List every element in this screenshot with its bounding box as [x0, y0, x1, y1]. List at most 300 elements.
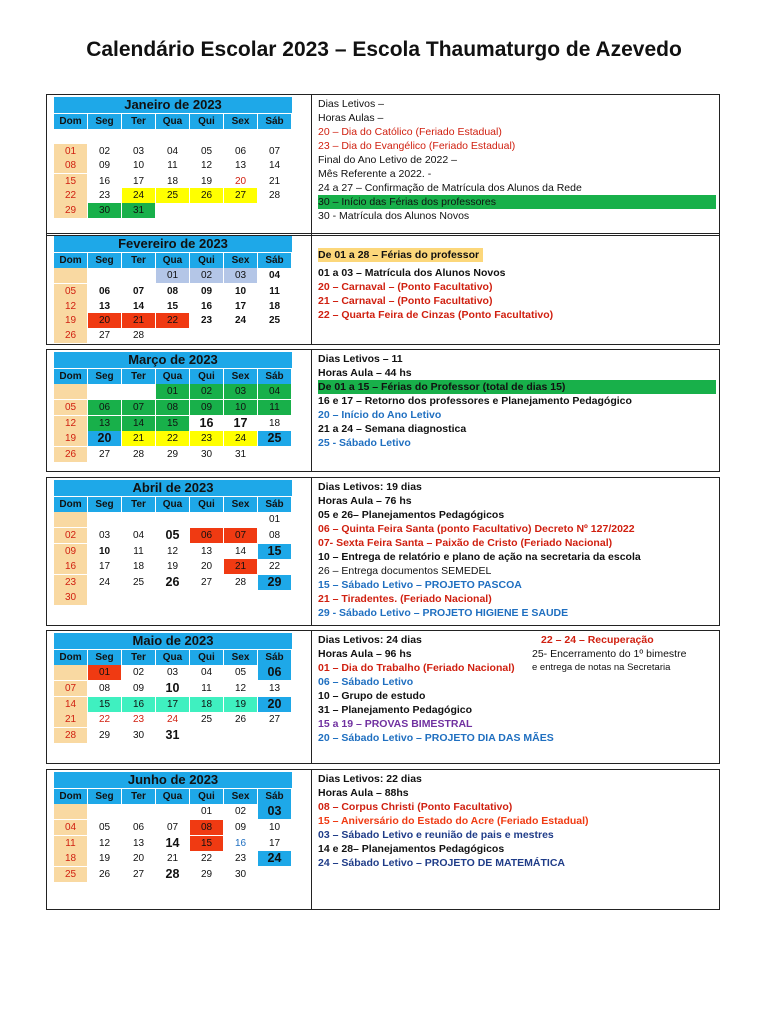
day-cell: 17: [234, 301, 247, 312]
day-cell: 20: [234, 176, 247, 187]
day-cell: [190, 590, 223, 605]
day-cell: 22: [156, 313, 189, 328]
day-cell: 25: [200, 714, 213, 725]
day-cell: 05: [165, 528, 180, 542]
weekday-header: Sex: [224, 497, 257, 512]
day-cell: 22: [200, 853, 213, 864]
day-cell: 28: [268, 190, 281, 201]
day-cell: 04: [166, 146, 179, 157]
day-cell: 15: [156, 416, 189, 431]
note-line: Dias Letivos – 11: [318, 353, 403, 365]
day-cell: [258, 328, 291, 343]
day-cell: [54, 384, 87, 399]
note-line: Dias Letivos: 19 dias: [318, 481, 422, 493]
day-cell: 18: [54, 851, 87, 866]
weekday-header: Ter: [122, 253, 155, 268]
day-cell: 04: [268, 270, 281, 281]
day-cell: 12: [98, 838, 111, 849]
month-title: Abril de 2023: [54, 480, 292, 496]
day-cell: 03: [224, 384, 257, 399]
day-cell: [88, 804, 121, 819]
day-cell: [224, 512, 257, 527]
day-cell: [88, 268, 121, 283]
day-cell: [54, 268, 87, 283]
day-cell: 19: [200, 176, 213, 187]
day-cell: 01: [200, 806, 213, 817]
day-cell: 14: [268, 160, 281, 171]
day-cell: 10: [165, 681, 180, 695]
day-cell: 24: [98, 577, 111, 588]
day-cell: [54, 665, 87, 680]
day-cell: [258, 728, 291, 743]
day-cell: [122, 384, 155, 399]
day-cell: 26: [165, 575, 180, 589]
day-cell: 13: [132, 838, 145, 849]
day-cell: 01: [268, 514, 281, 525]
note-line: 07- Sexta Feira Santa – Paixão de Cristo (Feriado Nacional): [318, 537, 613, 549]
note-line: 30 – Início das Férias dos professores: [318, 195, 716, 209]
weekday-header: Seg: [88, 369, 121, 384]
weekday-header: Seg: [88, 789, 121, 804]
weekday-header: Sáb: [258, 369, 291, 384]
note-line: 29 - Sábado Letivo – PROJETO HIGIENE E SAUDE: [318, 607, 569, 619]
day-cell: 25: [132, 577, 145, 588]
day-cell: 19: [54, 431, 87, 446]
day-cell: [88, 590, 121, 605]
weekday-header: Ter: [122, 114, 155, 129]
month-block: [46, 349, 720, 472]
day-cell: 24: [166, 714, 179, 725]
day-cell: 06: [88, 400, 121, 415]
day-cell: 30: [88, 203, 121, 218]
day-cell: 06: [132, 822, 145, 833]
day-cell: 04: [54, 820, 87, 835]
day-cell: 22: [54, 188, 87, 203]
day-cell: 17: [132, 176, 145, 187]
weekday-header: Sáb: [258, 497, 291, 512]
day-cell: 13: [268, 683, 281, 694]
day-cell: 18: [132, 561, 145, 572]
day-cell: [190, 512, 223, 527]
day-cell: 21: [54, 712, 87, 727]
day-cell: 30: [200, 449, 213, 460]
day-cell: 23: [98, 190, 111, 201]
day-cell: [122, 268, 155, 283]
day-cell: 02: [54, 528, 87, 543]
weekday-header: Qui: [190, 789, 223, 804]
day-cell: 13: [88, 416, 121, 431]
note-line: 22 – Quarta Feira de Cinzas (Ponto Facultativo): [318, 309, 554, 321]
day-cell: 29: [54, 203, 87, 218]
note-line: De 01 a 15 – Férias do Professor (total de dias 15): [318, 380, 716, 394]
day-cell: 18: [268, 418, 281, 429]
day-cell: 11: [54, 836, 87, 851]
day-cell: 28: [132, 449, 145, 460]
day-cell: 16: [122, 697, 155, 712]
day-cell: 15: [258, 544, 291, 559]
day-cell: 12: [200, 160, 213, 171]
day-cell: 14: [132, 301, 145, 312]
day-cell: 27: [268, 714, 281, 725]
month-block: [46, 233, 720, 345]
day-cell: 28: [54, 728, 87, 743]
day-cell: 22: [98, 714, 111, 725]
day-cell: 07: [224, 528, 257, 543]
note-line: Dias Letivos: 22 dias: [318, 773, 422, 785]
day-cell: 07: [122, 400, 155, 415]
day-cell: 26: [54, 328, 87, 343]
side-note-line: e entrega de notas na Secretaria: [532, 662, 671, 673]
day-cell: 23: [54, 575, 87, 590]
day-cell: 27: [200, 577, 213, 588]
day-cell: 02: [190, 268, 223, 283]
day-cell: 26: [234, 714, 247, 725]
day-cell: 04: [132, 530, 145, 541]
day-cell: 23: [132, 714, 145, 725]
note-line: 21 – Carnaval – (Ponto Facultativo): [318, 295, 493, 307]
weekday-header: Sex: [224, 253, 257, 268]
weekday-header: Sex: [224, 369, 257, 384]
weekday-header: Dom: [54, 114, 87, 129]
day-cell: 17: [268, 838, 281, 849]
day-cell: 17: [156, 697, 189, 712]
month-title: Março de 2023: [54, 352, 292, 368]
side-note-line: 25- Encerramento do 1º bimestre: [532, 648, 687, 660]
day-cell: 28: [132, 330, 145, 341]
note-line: Final do Ano Letivo de 2022 –: [318, 154, 457, 166]
weekday-header: Seg: [88, 650, 121, 665]
day-cell: 18: [190, 697, 223, 712]
note-line: 14 e 28– Planejamentos Pedagógicos: [318, 843, 505, 855]
day-cell: 27: [98, 449, 111, 460]
column-divider: [311, 631, 312, 763]
day-cell: 23: [190, 431, 223, 446]
day-cell: 31: [122, 203, 155, 218]
weekday-header: Sex: [224, 650, 257, 665]
weekday-header: Dom: [54, 253, 87, 268]
day-cell: [156, 328, 189, 343]
day-cell: 14: [54, 697, 87, 712]
day-cell: 29: [258, 575, 291, 590]
day-cell: 05: [200, 146, 213, 157]
day-cell: 24: [258, 851, 291, 866]
weekday-header: Qua: [156, 497, 189, 512]
month-title: Fevereiro de 2023: [54, 236, 292, 252]
day-cell: 16: [200, 301, 213, 312]
day-cell: 21: [224, 559, 257, 574]
day-cell: 06: [234, 146, 247, 157]
day-cell: [258, 590, 291, 605]
day-cell: 07: [166, 822, 179, 833]
note-line: 05 e 26– Planejamentos Pedagógicos: [318, 509, 505, 521]
weekday-header: Seg: [88, 114, 121, 129]
day-cell: 12: [234, 683, 247, 694]
day-cell: 11: [269, 286, 280, 297]
day-cell: 02: [132, 667, 145, 678]
day-cell: 10: [132, 160, 145, 171]
note-line: 23 – Dia do Evangélico (Feriado Estadual): [318, 140, 516, 152]
day-cell: 28: [165, 867, 180, 881]
note-line: 15 – Sábado Letivo – PROJETO PASCOA: [318, 579, 522, 591]
column-divider: [311, 350, 312, 471]
weekday-header: Dom: [54, 369, 87, 384]
note-line: Horas Aula – 88hs: [318, 787, 409, 799]
note-line: 20 – Sábado Letivo – PROJETO DIA DAS MÃES: [318, 732, 554, 744]
day-cell: 25: [156, 188, 189, 203]
day-cell: 22: [268, 561, 281, 572]
weekday-header: Ter: [122, 650, 155, 665]
note-line: Dias Letivos: 24 dias: [318, 634, 422, 646]
day-cell: [88, 384, 121, 399]
day-cell: 01: [156, 268, 189, 283]
weekday-header: Sex: [224, 114, 257, 129]
day-cell: 01: [54, 144, 87, 159]
note-line: 01 a 03 – Matrícula dos Alunos Novos: [318, 267, 506, 279]
note-line: 16 e 17 – Retorno dos professores e Planejamento Pedagógico: [318, 395, 632, 407]
day-cell: 20: [200, 561, 213, 572]
day-cell: [156, 804, 189, 819]
day-cell: 23: [200, 315, 213, 326]
day-cell: 30: [234, 869, 247, 880]
weekday-header: Qui: [190, 114, 223, 129]
day-cell: 11: [167, 160, 178, 171]
day-cell: 04: [200, 667, 213, 678]
day-cell: 16: [98, 176, 111, 187]
weekday-header: Dom: [54, 789, 87, 804]
day-cell: [122, 512, 155, 527]
day-cell: 11: [133, 546, 144, 557]
day-cell: 19: [166, 561, 179, 572]
page-title: Calendário Escolar 2023 – Escola Thaumaturgo de Azevedo: [86, 38, 682, 61]
day-cell: 12: [54, 416, 87, 431]
weekday-header: Sáb: [258, 789, 291, 804]
day-cell: [88, 512, 121, 527]
day-cell: 23: [234, 853, 247, 864]
day-cell: 30: [54, 590, 87, 605]
day-cell: 15: [190, 836, 223, 851]
day-cell: 15: [166, 301, 179, 312]
day-cell: 07: [132, 286, 145, 297]
day-cell: [224, 590, 257, 605]
note-line: 26 – Entrega documentos SEMEDEL: [318, 565, 492, 577]
note-line: Horas Aula – 76 hs: [318, 495, 412, 507]
day-cell: [156, 590, 189, 605]
day-cell: 20: [132, 853, 145, 864]
column-divider: [311, 478, 312, 625]
month-title: Janeiro de 2023: [54, 97, 292, 113]
day-cell: 01: [156, 384, 189, 399]
note-line: Mês Referente a 2022. -: [318, 168, 432, 180]
day-cell: 09: [234, 822, 247, 833]
day-cell: 12: [166, 546, 179, 557]
day-cell: 22: [156, 431, 189, 446]
month-block: [46, 769, 720, 910]
day-cell: [156, 203, 189, 218]
note-line: 10 – Entrega de relatório e plano de ação na secretaria da escola: [318, 551, 641, 563]
note-line: 20 – Dia do Católico (Feriado Estadual): [318, 126, 502, 138]
day-cell: 09: [132, 683, 145, 694]
day-cell: 14: [165, 836, 180, 850]
day-cell: 06: [98, 286, 111, 297]
weekday-header: Qui: [190, 497, 223, 512]
note-line: 24 – Sábado Letivo – PROJETO DE MATEMÁTICA: [318, 857, 565, 869]
day-cell: 15: [54, 174, 87, 189]
day-cell: 11: [258, 400, 291, 415]
weekday-header: Qui: [190, 253, 223, 268]
note-line: 15 a 19 – PROVAS BIMESTRAL: [318, 718, 473, 730]
day-cell: 25: [268, 315, 281, 326]
day-cell: 08: [54, 158, 87, 173]
weekday-header: Qua: [156, 114, 189, 129]
column-divider: [311, 95, 312, 235]
day-cell: 18: [166, 176, 179, 187]
day-cell: 02: [98, 146, 111, 157]
note-line: 01 – Dia do Trabalho (Feriado Nacional): [318, 662, 515, 674]
day-cell: 09: [190, 400, 223, 415]
weekday-header: Sáb: [258, 253, 291, 268]
note-line: 20 – Carnaval – (Ponto Facultativo): [318, 281, 493, 293]
day-cell: 28: [234, 577, 247, 588]
weekday-header: Qua: [156, 789, 189, 804]
weekday-header: Sáb: [258, 114, 291, 129]
day-cell: 08: [268, 530, 281, 541]
day-cell: 10: [268, 822, 281, 833]
day-cell: 27: [98, 330, 111, 341]
day-cell: 24: [224, 431, 257, 446]
day-cell: 05: [54, 400, 87, 415]
note-line: 10 – Grupo de estudo: [318, 690, 426, 702]
month-block: [46, 630, 720, 764]
note-line: 30 - Matrícula dos Alunos Novos: [318, 210, 470, 222]
day-cell: 06: [190, 528, 223, 543]
weekday-header: Dom: [54, 650, 87, 665]
note-line: 25 - Sábado Letivo: [318, 437, 411, 449]
day-cell: [54, 804, 87, 819]
note-line: 20 – Início do Ano Letivo: [318, 409, 442, 421]
day-cell: [156, 512, 189, 527]
weekday-header: Ter: [122, 369, 155, 384]
day-cell: 20: [88, 313, 121, 328]
day-cell: [258, 203, 291, 218]
weekday-header: Ter: [122, 497, 155, 512]
day-cell: 27: [224, 188, 257, 203]
day-cell: 11: [201, 683, 212, 694]
day-cell: 03: [98, 530, 111, 541]
day-cell: 26: [54, 447, 87, 462]
weekday-header: Seg: [88, 497, 121, 512]
day-cell: 16: [54, 559, 87, 574]
day-cell: 08: [166, 286, 179, 297]
day-cell: 19: [224, 697, 257, 712]
day-cell: 31: [165, 728, 180, 742]
note-line: 15 – Aniversário do Estado do Acre (Feriado Estadual): [318, 815, 589, 827]
day-cell: [258, 867, 291, 882]
note-line: Horas Aula – 96 hs: [318, 648, 412, 660]
weekday-header: Qui: [190, 369, 223, 384]
day-cell: 19: [54, 313, 87, 328]
day-cell: 03: [224, 268, 257, 283]
day-cell: 18: [268, 301, 281, 312]
day-cell: 02: [190, 384, 223, 399]
day-cell: 17: [98, 561, 111, 572]
weekday-header: Qua: [156, 369, 189, 384]
column-divider: [311, 770, 312, 909]
day-cell: 26: [190, 188, 223, 203]
day-cell: 05: [234, 667, 247, 678]
month-title: Junho de 2023: [54, 772, 292, 788]
day-cell: 08: [156, 400, 189, 415]
day-cell: 27: [132, 869, 145, 880]
day-cell: 14: [234, 546, 247, 557]
note-line: Horas Aulas –: [318, 112, 384, 124]
day-cell: 01: [88, 665, 121, 680]
day-cell: 07: [54, 681, 87, 696]
day-cell: [224, 728, 257, 743]
month-block: [46, 477, 720, 626]
day-cell: 31: [234, 449, 247, 460]
day-cell: 05: [98, 822, 111, 833]
weekday-header: Qua: [156, 650, 189, 665]
day-cell: 25: [258, 431, 291, 446]
note-line: 06 – Sábado Letivo: [318, 676, 414, 688]
note-line: De 01 a 28 – Férias do professor: [318, 248, 483, 262]
day-cell: 21: [166, 853, 179, 864]
day-cell: 21: [122, 431, 155, 446]
day-cell: 24: [122, 188, 155, 203]
day-cell: 04: [258, 384, 291, 399]
note-line: Horas Aula – 44 hs: [318, 367, 412, 379]
day-cell: [190, 728, 223, 743]
day-cell: 03: [258, 804, 291, 819]
day-cell: [190, 328, 223, 343]
day-cell: 07: [268, 146, 281, 157]
day-cell: [122, 804, 155, 819]
weekday-header: Seg: [88, 253, 121, 268]
month-title: Maio de 2023: [54, 633, 292, 649]
day-cell: 08: [98, 683, 111, 694]
day-cell: 13: [234, 160, 247, 171]
day-cell: [190, 203, 223, 218]
day-cell: [224, 328, 257, 343]
day-cell: 05: [54, 284, 87, 299]
note-line: Dias Letivos –: [318, 98, 384, 110]
day-cell: 16: [234, 838, 247, 849]
side-note-line: 22 – 24 – Recuperação: [541, 634, 654, 646]
weekday-header: Sáb: [258, 650, 291, 665]
day-cell: 29: [98, 730, 111, 741]
weekday-header: Ter: [122, 789, 155, 804]
note-line: 06 – Quinta Feira Santa (ponto Facultativo) Decreto Nº 127/2022: [318, 523, 635, 535]
month-block: [46, 94, 720, 236]
day-cell: [258, 447, 291, 462]
day-cell: 10: [98, 546, 111, 557]
day-cell: 26: [98, 869, 111, 880]
day-cell: 16: [199, 416, 214, 430]
day-cell: 25: [54, 867, 87, 882]
day-cell: 13: [98, 301, 111, 312]
day-cell: 06: [258, 665, 291, 680]
note-line: 21 – Tiradentes. (Feriado Nacional): [318, 593, 492, 605]
day-cell: 02: [234, 806, 247, 817]
column-divider: [311, 234, 312, 344]
weekday-header: Qui: [190, 650, 223, 665]
day-cell: 29: [166, 449, 179, 460]
day-cell: 10: [234, 286, 247, 297]
day-cell: [54, 512, 87, 527]
day-cell: 12: [54, 299, 87, 314]
weekday-header: Dom: [54, 497, 87, 512]
note-line: 03 – Sábado Letivo e reunião de pais e mestres: [318, 829, 554, 841]
